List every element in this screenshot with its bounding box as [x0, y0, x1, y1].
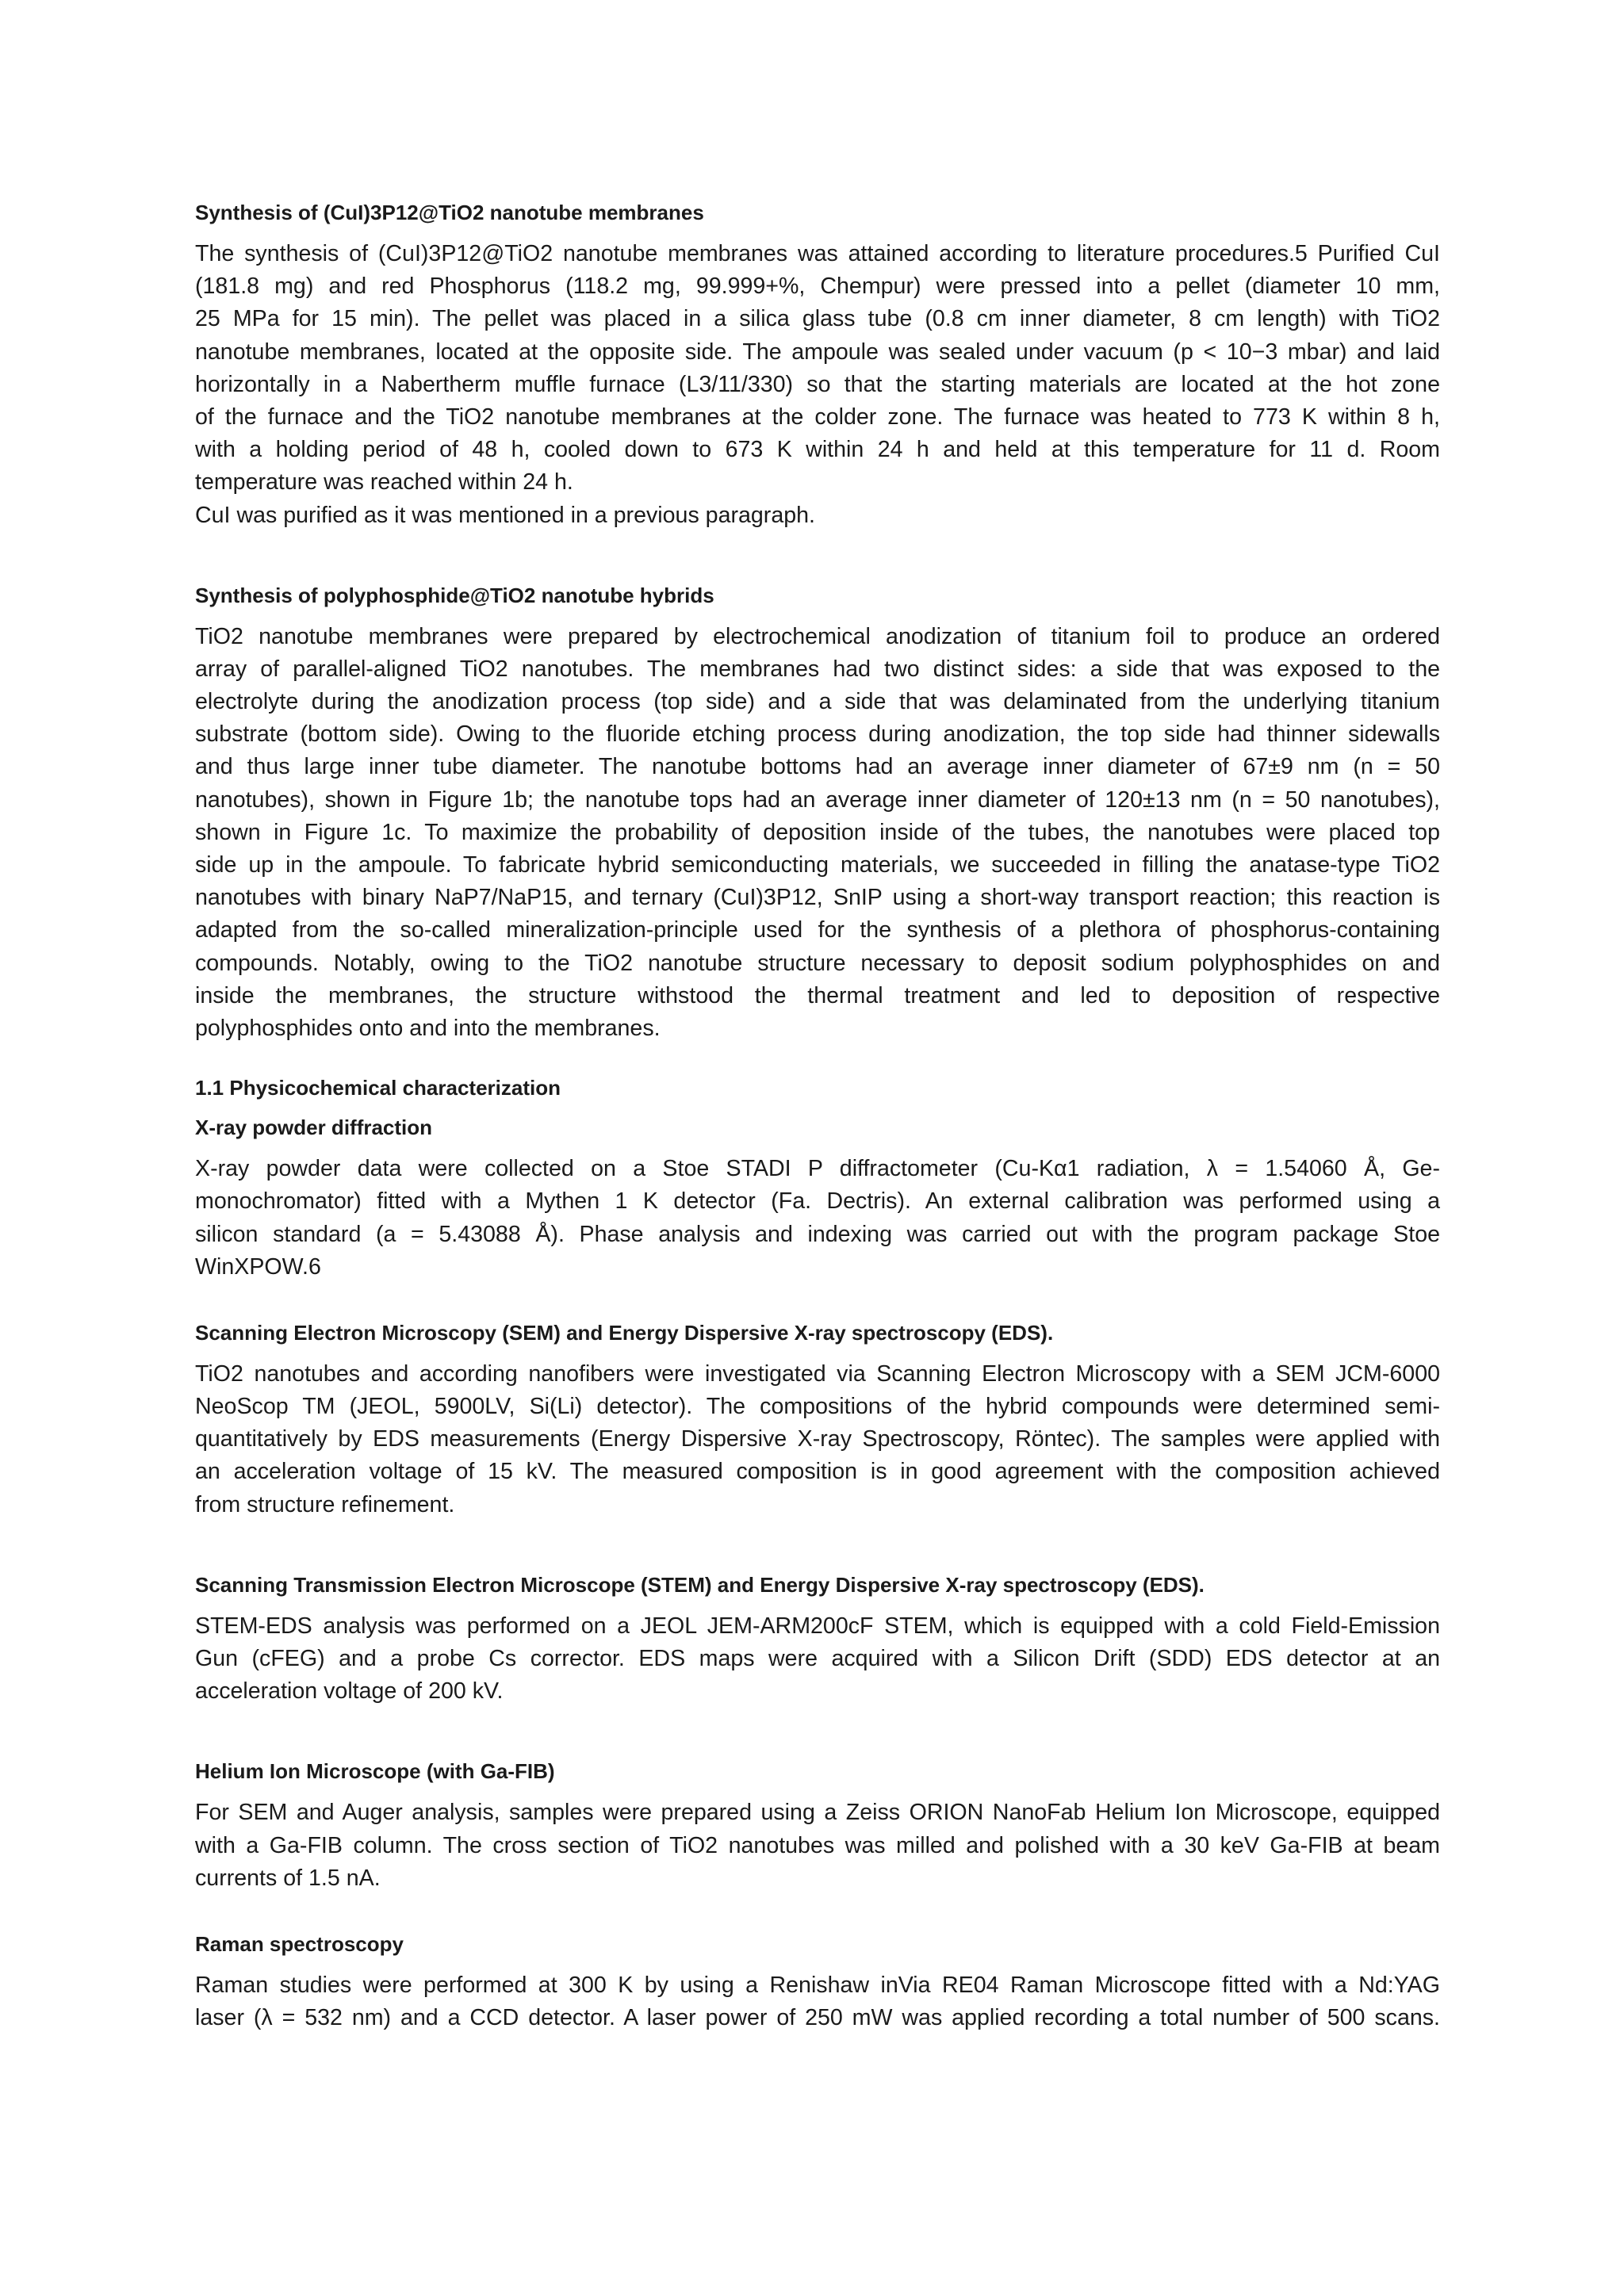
- paragraph-polyphosphide-synthesis: [195, 621, 1440, 1045]
- text-line: Raman studies were performed at 300 K by using a Renishaw inVia RE04 Raman Microscope fitted with a Nd:YAG: [195, 1972, 1440, 1998]
- text-line: compounds. Notably, owing to the TiO2 nanotube structure necessary to deposit sodium polyphosphides on and: [195, 950, 1440, 976]
- text-line: STEM-EDS analysis was performed on a JEOL JEM-ARM200cF STEM, which is equipped with a cold Field-Emission: [195, 1613, 1440, 1639]
- paragraph-raman: [195, 1969, 1440, 2034]
- section-heading-polyphosphide-synthesis: [195, 581, 1440, 610]
- heading-text: Raman spectroscopy: [195, 1931, 404, 1956]
- section-heading-physicochemical: [195, 1073, 1440, 1102]
- section-heading-stem-eds: [195, 1571, 1440, 1599]
- section-heading-cui-synthesis: [195, 198, 1440, 227]
- text-line: nanotubes with binary NaP7/NaP15, and ternary (CuI)3P12, SnIP using a short-way transport reaction; this reaction is: [195, 885, 1440, 911]
- text-line: substrate (bottom side). Owing to the fluoride etching process during anodization, the top side had thinner sidewalls: [195, 721, 1440, 748]
- heading-text: Synthesis of (CuI)3P12@TiO2 nanotube membranes: [195, 201, 704, 224]
- text-line: polyphosphides onto and into the membranes.: [195, 1015, 661, 1041]
- text-line: quantitatively by EDS measurements (Energy Dispersive X-ray Spectroscopy, Röntec). The samples were applied with: [195, 1426, 1440, 1452]
- text-line: silicon standard (a = 5.43088 Å). Phase analysis and indexing was carried out with the program package Stoe: [195, 1221, 1440, 1247]
- text-line: TiO2 nanotubes and according nanofibers were investigated via Scanning Electron Microscopy with a SEM JCM-6000: [195, 1360, 1440, 1387]
- heading-text: Scanning Electron Microscopy (SEM) and Energy Dispersive X-ray spectroscopy (EDS).: [195, 1320, 1054, 1345]
- document-page: [195, 198, 1440, 2034]
- text-line: WinXPOW.6: [195, 1253, 321, 1280]
- text-line: temperature was reached within 24 h.: [195, 469, 573, 496]
- text-line: of the furnace and the TiO2 nanotube membranes at the colder zone. The furnace was heated to 773 K within 8 h,: [195, 404, 1440, 430]
- paragraph-sem-eds: [195, 1358, 1440, 1521]
- section-heading-xrd: [195, 1113, 1440, 1142]
- section-heading-helium-ion: [195, 1757, 1440, 1785]
- text-line: acceleration voltage of 200 kV.: [195, 1678, 504, 1705]
- section-heading-sem-eds: [195, 1318, 1440, 1347]
- paragraph-stem-eds: [195, 1610, 1440, 1709]
- text-line: TiO2 nanotube membranes were prepared by electrochemical anodization of titanium foil to produce an ordered: [195, 623, 1440, 649]
- paragraph-helium-ion: [195, 1797, 1440, 1895]
- text-line: with a Ga-FIB column. The cross section of TiO2 nanotubes was milled and polished with a 30 keV Ga-FIB at beam: [195, 1832, 1440, 1858]
- text-line: For SEM and Auger analysis, samples were prepared using a Zeiss ORION NanoFab Helium Ion Microscope, equipped: [195, 1800, 1440, 1826]
- text-line: X-ray powder data were collected on a Stoe STADI P diffractometer (Cu-Kα1 radiation, λ = 1.54060 Å, Ge-: [195, 1156, 1440, 1182]
- text-line: adapted from the so-called mineralization-principle used for the synthesis of a plethora of phosphorus-containing: [195, 917, 1440, 943]
- text-line: The synthesis of (CuI)3P12@TiO2 nanotube membranes was attained according to literature procedures.5 Purified CuI: [195, 241, 1440, 266]
- text-line: (181.8 mg) and red Phosphorus (118.2 mg, 99.999+%, Chempur) were pressed into a pellet (diameter 10 mm,: [195, 274, 1440, 300]
- text-line: inside the membranes, the structure withstood the thermal treatment and led to deposition of respective: [195, 982, 1440, 1008]
- text-line: nanotube membranes, located at the opposite side. The ampoule was sealed under vacuum (p < 10−3 mbar) and laid: [195, 339, 1440, 365]
- text-line: shown in Figure 1c. To maximize the probability of deposition inside of the tubes, the nanotubes were placed top: [195, 819, 1440, 845]
- paragraph-xrd: [195, 1153, 1440, 1284]
- text-line: CuI was purified as it was mentioned in a previous paragraph.: [195, 502, 815, 528]
- text-line: Gun (cFEG) and a probe Cs corrector. EDS maps were acquired with a Silicon Drift (SDD) EDS detector at an: [195, 1646, 1440, 1671]
- heading-text: Helium Ion Microscope (with Ga-FIB): [195, 1759, 555, 1784]
- text-line: 25 MPa for 15 min). The pellet was placed in a silica glass tube (0.8 cm inner diameter, 8 cm length) with TiO2: [195, 306, 1440, 332]
- text-line: horizontally in a Nabertherm muffle furnace (L3/11/330) so that the starting materials are located at the hot zone: [195, 371, 1440, 397]
- text-line: side up in the ampoule. To fabricate hybrid semiconducting materials, we succeeded in filling the anatase-type TiO2: [195, 852, 1440, 878]
- text-line: NeoScop TM (JEOL, 5900LV, Si(Li) detector). The compositions of the hybrid compounds were determined semi-: [195, 1394, 1440, 1420]
- heading-text: Scanning Transmission Electron Microscope (STEM) and Energy Dispersive X-ray spectroscopy (EDS).: [195, 1572, 1205, 1597]
- text-line: currents of 1.5 nA.: [195, 1865, 381, 1891]
- heading-text: X-ray powder diffraction: [195, 1115, 433, 1140]
- text-line: monochromator) fitted with a Mythen 1 K detector (Fa. Dectris). An external calibration was performed using a: [195, 1188, 1440, 1215]
- section-heading-raman: [195, 1930, 1440, 1958]
- text-line: and thus large inner tube diameter. The nanotube bottoms had an average inner diameter of 67±9 nm (n = 50: [195, 754, 1440, 780]
- paragraph-cui-synthesis: [195, 238, 1440, 532]
- heading-text: Synthesis of polyphosphide@TiO2 nanotube hybrids: [195, 583, 714, 607]
- text-line: with a holding period of 48 h, cooled down to 673 K within 24 h and held at this temperature for 11 d. Room: [195, 437, 1440, 463]
- text-line: array of parallel-aligned TiO2 nanotubes. The membranes had two distinct sides: a side that was exposed to the: [195, 656, 1440, 682]
- text-line: electrolyte during the anodization process (top side) and a side that was delaminated from the underlying titanium: [195, 689, 1440, 715]
- text-line: laser (λ = 532 nm) and a CCD detector. A laser power of 250 mW was applied recording a total number of 500 scans.: [195, 2005, 1440, 2031]
- heading-text: 1.1 Physicochemical characterization: [195, 1076, 561, 1100]
- text-line: from structure refinement.: [195, 1491, 455, 1517]
- text-line: an acceleration voltage of 15 kV. The measured composition is in good agreement with the composition achieved: [195, 1459, 1440, 1485]
- text-line: nanotubes), shown in Figure 1b; the nanotube tops had an average inner diameter of 120±13 nm (n = 50 nanotubes),: [195, 786, 1440, 813]
